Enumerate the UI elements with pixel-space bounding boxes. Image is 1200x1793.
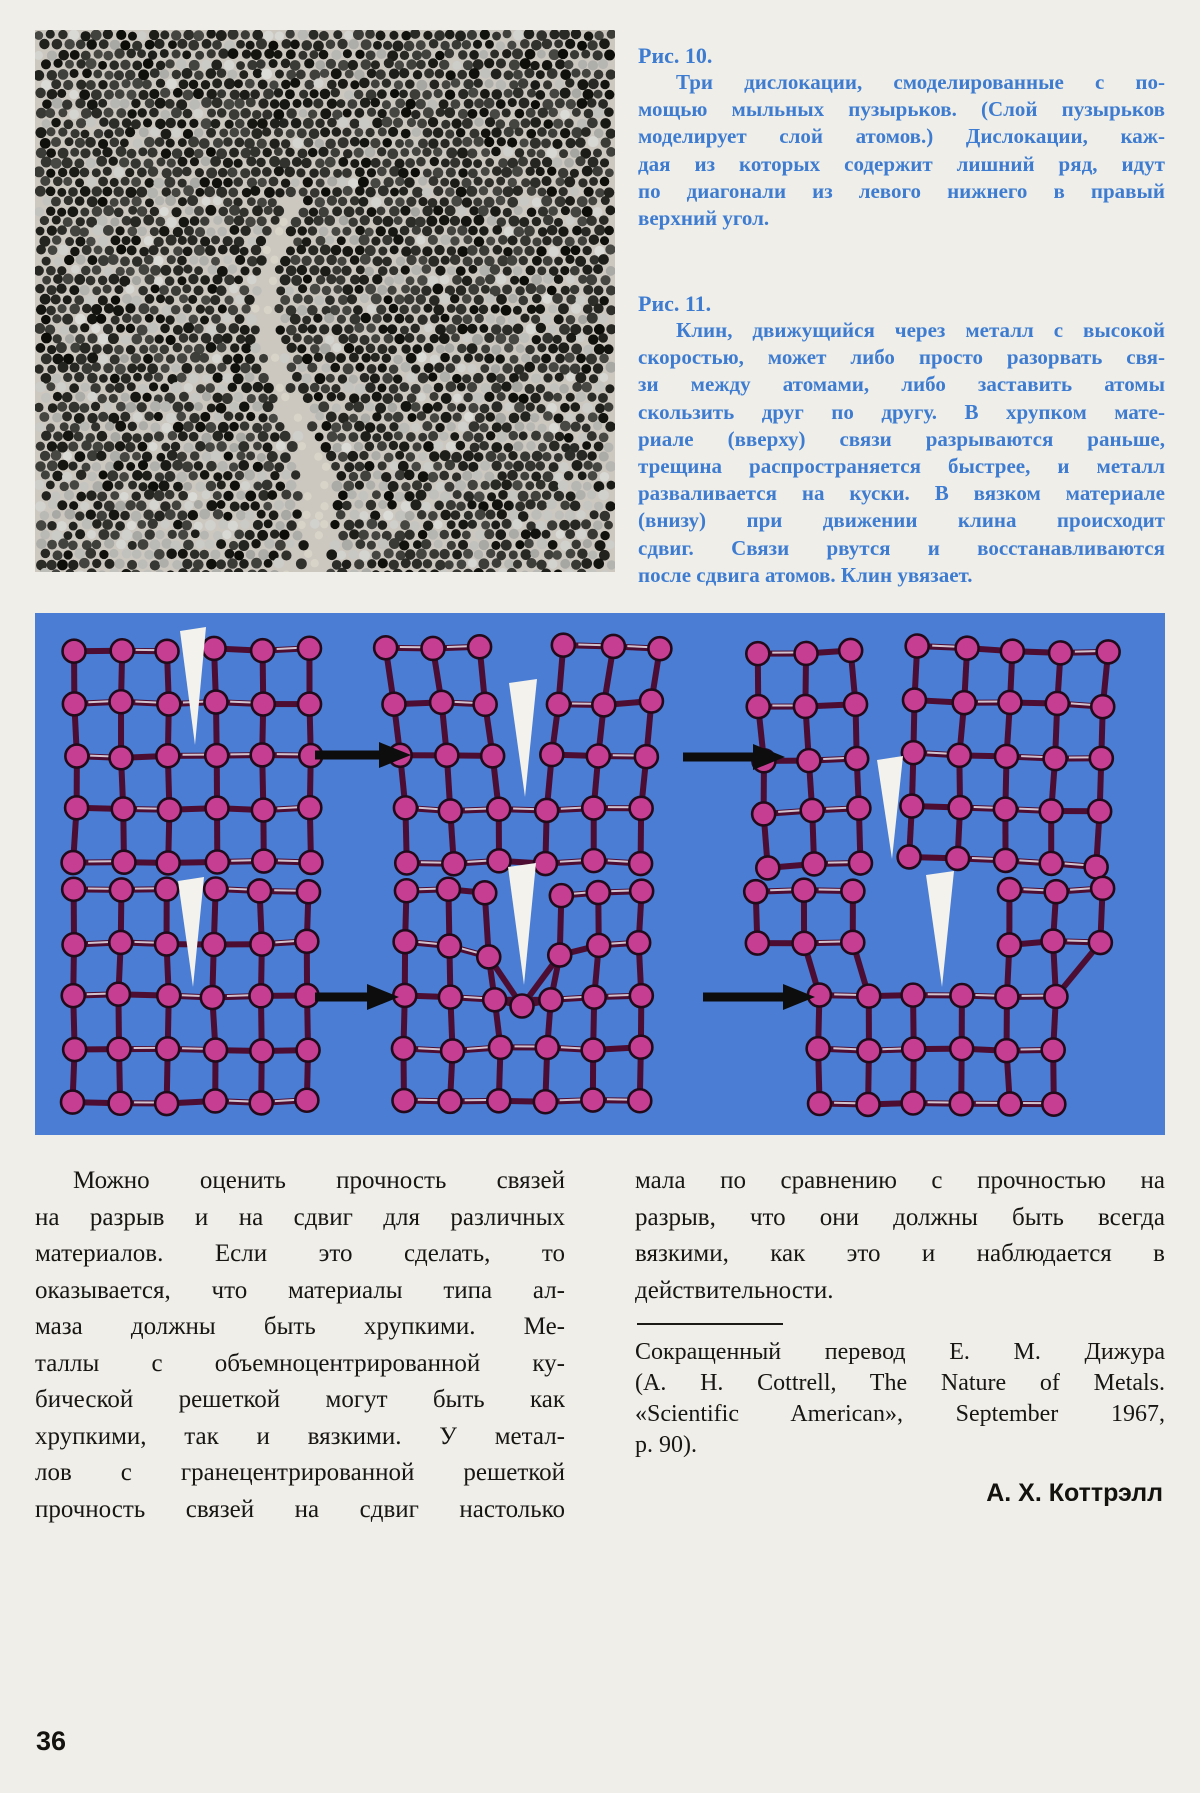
lattice-ductile-stage2 <box>392 863 653 1113</box>
body-right-text: мала по сравнению с прочностью на разрыв, что они должны быть всегда вязкими, как это и наблюдается в действительности. <box>635 1167 1165 1304</box>
lattice-brittle-stage3 <box>744 633 1120 880</box>
body-left-column <box>35 1163 565 1528</box>
footnote-text: Сокращенный перевод Е. М. Дижура (A. H. Cottrell, The Nature of Metals. «Scientific American», September 1967, p. 90). <box>635 1339 1165 1458</box>
lattice-ductile-stage1 <box>61 877 320 1115</box>
lattice-brittle-stage2 <box>374 634 671 876</box>
body-left-text: Можно оценить прочность связей на разрыв и на сдвиг для различных материалов. Если это сделать, то оказывается, что материалы типа ал- маза должны быть хрупкими. Ме- таллы с объемноцентрированной ку- бической решеткой могут быть как хрупкими, так и вязкими. У метал- лов с гранецентрированной решеткой прочность связей на сдвиг настолько <box>35 1167 565 1523</box>
arrow-icon <box>315 984 399 1010</box>
wedge-icon <box>926 871 954 987</box>
page-number: 36 <box>36 1726 67 1756</box>
wedge-icon <box>877 756 903 859</box>
wedge-icon <box>509 679 537 797</box>
figure10-caption: Три дислокации, смоделированные с по- мощью мыльных пузырьков. (Слой пузырьков моделирует слой атомов.) Дислокации, каж- дая из которых содержит лишний ряд, идут по диагонали из левого нижнего в правый верхний угол. <box>638 70 1165 231</box>
lattice-brittle-stage1 <box>62 627 323 874</box>
footnote-divider <box>637 1323 783 1325</box>
body-right-column <box>635 1163 1165 1512</box>
author-name: А. Х. Коттрэлл <box>986 1479 1163 1507</box>
figure11-caption: Клин, движущийся через металл с высокой скоростью, может либо просто разорвать свя- зи между атомами, либо заставить атомы скользить друг по другу. В хрупком мате- риале (вверху) связи разрываются раньше, трещина распространяется быстрее, и металл разваливается на куски. В вязком материале (внизу) при движении клина происходит сдвиг. Связи рвутся и восстанавливаются после сдвига атомов. Клин увязает. <box>638 318 1165 587</box>
figure11-label: Рис. 11. <box>638 291 712 316</box>
wedge-icon <box>508 863 536 985</box>
figure10-label: Рис. 10. <box>638 43 713 68</box>
diagram-panel <box>35 613 1165 1135</box>
figure10-caption-block <box>638 42 1165 232</box>
wedge-icon <box>178 877 204 987</box>
arrow-icon <box>703 984 815 1010</box>
wedge-icon <box>180 627 206 745</box>
bubble-raft-photo <box>35 30 615 572</box>
lattice-diagram <box>35 613 1165 1135</box>
figure11-caption-block <box>638 290 1165 589</box>
